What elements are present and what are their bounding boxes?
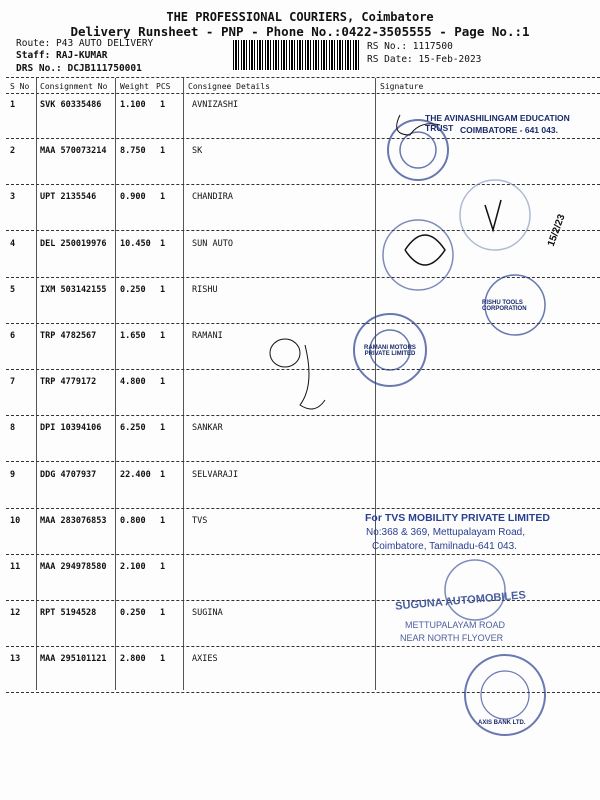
row-sno: 5 xyxy=(10,284,16,295)
stamp-rishu: RISHU TOOLS CORPORATION xyxy=(482,300,527,312)
stamp-suguna-near: NEAR NORTH FLYOVER xyxy=(400,633,504,643)
row-pcs: 1 xyxy=(160,100,166,110)
row-consignee: SELVARAJI xyxy=(192,469,239,480)
row-weight: 2.100 xyxy=(120,562,146,572)
col-sno: S No xyxy=(10,82,30,91)
row-pcs: 1 xyxy=(160,562,166,572)
stamp-suguna: SUGUNA AUTOMOBILES xyxy=(394,589,527,613)
row-sno: 4 xyxy=(10,238,16,249)
row-weight: 6.250 xyxy=(120,423,146,434)
row-consignment: RPT 5194528 xyxy=(40,608,97,619)
row-sno: 8 xyxy=(10,423,16,434)
row-sno: 10 xyxy=(10,515,21,526)
row-weight: 4.800 xyxy=(120,377,146,388)
row-consignment: IXM 503142155 xyxy=(40,284,107,295)
row-consignment: MAA 570073214 xyxy=(40,146,107,157)
row-weight: 8.750 xyxy=(120,146,146,157)
row-consignment: MAA 295101121 xyxy=(40,654,107,665)
col-signature: Signature xyxy=(380,82,424,91)
row-pcs: 1 xyxy=(160,515,166,526)
row-weight: 0.800 xyxy=(120,515,146,526)
stamp-avinashilingam-city: COIMBATORE - 641 043. xyxy=(460,125,558,135)
handwritten-date: 15/2/23 xyxy=(545,212,568,249)
stamp-axis-seal xyxy=(460,650,550,740)
row-weight: 10.450 xyxy=(120,238,151,249)
row-consignment: DDG 4707937 xyxy=(40,469,97,480)
row-consignee: SUGINA xyxy=(192,608,223,619)
row-sno: 11 xyxy=(10,562,21,572)
stamp-avinashilingam: THE AVINASHILINGAM EDUCATION TRUST xyxy=(425,113,570,133)
route: Route: P43 AUTO DELIVERY xyxy=(16,38,154,49)
row-divider xyxy=(6,646,600,647)
row-consignee: CHANDIRA xyxy=(192,192,233,203)
row-pcs: 1 xyxy=(160,654,166,665)
row-weight: 2.800 xyxy=(120,654,146,665)
row-consignee: TVS xyxy=(192,515,208,526)
column-rule xyxy=(183,78,184,690)
column-rule xyxy=(115,78,116,690)
row-sno: 1 xyxy=(10,100,16,110)
row-sno: 6 xyxy=(10,331,16,341)
row-sno: 12 xyxy=(10,608,21,619)
row-consignment: TRP 4779172 xyxy=(40,377,97,388)
row-consignment: SVK 60335486 xyxy=(40,100,102,110)
row-sno: 7 xyxy=(10,377,16,388)
row-pcs: 1 xyxy=(160,377,166,388)
row-pcs: 1 xyxy=(160,192,166,203)
row-sno: 9 xyxy=(10,469,16,480)
stamp-ramani: RAMANI MOTORS PRIVATE LIMITED xyxy=(364,345,416,357)
rs-date: RS Date: 15-Feb-2023 xyxy=(367,54,482,65)
row-sno: 2 xyxy=(10,146,16,157)
col-pcs: PCS xyxy=(156,82,171,91)
company-title: THE PROFESSIONAL COURIERS, Coimbatore xyxy=(166,10,434,24)
row-divider xyxy=(6,508,600,509)
row-sno: 3 xyxy=(10,192,16,203)
row-consignee: RAMANI xyxy=(192,331,223,341)
row-sno: 13 xyxy=(10,654,21,665)
handwritten-mark xyxy=(265,335,355,425)
stamp-suguna-road: METTUPALAYAM ROAD xyxy=(405,620,506,630)
stamp-tvs-address: No:368 & 369, Mettupalayam Road, xyxy=(366,527,525,538)
row-consignee: AXIES xyxy=(192,654,218,665)
divider xyxy=(6,93,600,94)
row-divider xyxy=(6,554,600,555)
column-rule xyxy=(36,78,37,690)
row-consignee: SUN AUTO xyxy=(192,238,233,249)
row-pcs: 1 xyxy=(160,423,166,434)
row-consignee: SK xyxy=(192,146,203,157)
col-consignment: Consignment No xyxy=(40,82,108,91)
row-consignment: MAA 283076853 xyxy=(40,515,107,526)
row-divider xyxy=(6,461,600,462)
stamp-tvs-seal xyxy=(440,555,510,625)
rs-number: RS No.: 1117500 xyxy=(367,41,453,52)
divider xyxy=(6,77,600,78)
row-weight: 22.400 xyxy=(120,469,151,480)
row-pcs: 1 xyxy=(160,469,166,480)
row-consignee: AVNIZASHI xyxy=(192,100,239,110)
row-consignment: TRP 4782567 xyxy=(40,331,97,341)
stamp-tvs: For TVS MOBILITY PRIVATE LIMITED xyxy=(365,512,550,524)
stamp-tvs-city: Coimbatore, Tamilnadu-641 043. xyxy=(372,541,517,552)
row-consignment: MAA 294978580 xyxy=(40,562,107,572)
row-consignee: SANKAR xyxy=(192,423,223,434)
row-pcs: 1 xyxy=(160,238,166,249)
row-weight: 0.250 xyxy=(120,284,146,295)
row-consignment: UPT 2135546 xyxy=(40,192,97,203)
col-consignee: Consignee Details xyxy=(188,82,270,91)
row-consignment: DEL 250019976 xyxy=(40,238,107,249)
row-pcs: 1 xyxy=(160,284,166,295)
staff: Staff: RAJ-KUMAR xyxy=(16,50,108,61)
runsheet-subtitle: Delivery Runsheet - PNP - Phone No.:0422-3505555 - Page No.:1 xyxy=(70,24,530,39)
col-weight: Weight xyxy=(120,82,149,91)
row-weight: 0.900 xyxy=(120,192,146,203)
row-pcs: 1 xyxy=(160,146,166,157)
stamp-axis: AXIS BANK LTD. xyxy=(478,720,526,726)
row-weight: 1.650 xyxy=(120,331,146,341)
row-weight: 0.250 xyxy=(120,608,146,619)
barcode xyxy=(233,40,359,70)
row-weight: 1.100 xyxy=(120,100,146,110)
row-consignee: RISHU xyxy=(192,284,218,295)
row-pcs: 1 xyxy=(160,608,166,619)
drs-number: DRS No.: DCJB111750001 xyxy=(16,63,142,74)
row-pcs: 1 xyxy=(160,331,166,341)
row-consignment: DPI 10394106 xyxy=(40,423,102,434)
